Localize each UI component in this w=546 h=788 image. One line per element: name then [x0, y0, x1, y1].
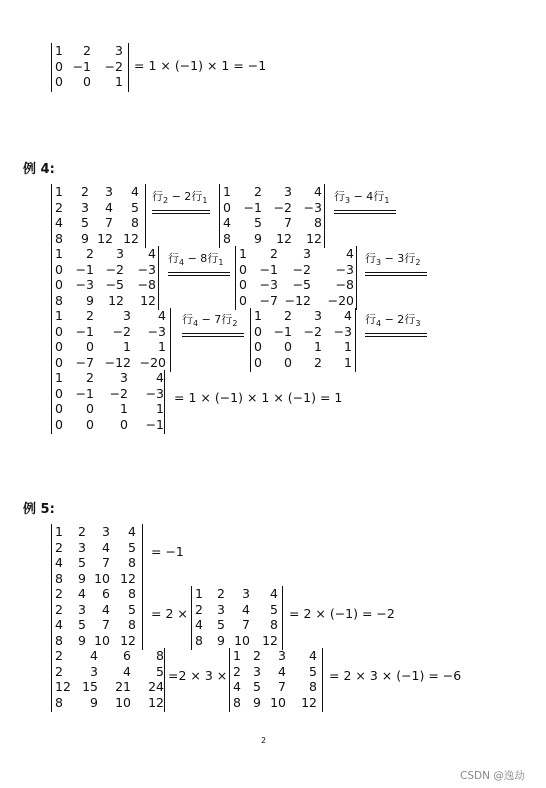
matrix-cell: 0	[55, 74, 63, 89]
matrix-cell: −3	[147, 323, 166, 339]
matrix-cell: 1	[55, 246, 63, 261]
determinant-left-bar	[51, 184, 52, 248]
matrix-cell: −1	[75, 323, 94, 339]
matrix-cell: −3	[137, 261, 156, 277]
matrix-cell: −5	[105, 277, 124, 292]
equation-result: = 1 × (−1) × 1 × (−1) = 1	[174, 390, 343, 405]
matrix-cell: 1	[223, 184, 231, 199]
matrix-cell: −2	[105, 261, 124, 277]
matrix-cell: 4	[346, 246, 354, 261]
determinant-left-bar	[191, 586, 192, 650]
matrix-cell: 8	[55, 230, 63, 246]
determinant	[235, 246, 358, 310]
matrix-cell: 10	[270, 694, 286, 710]
matrix-cell: 5	[81, 215, 89, 230]
matrix-cell: 4	[102, 601, 110, 617]
matrix-cell: 3	[120, 370, 128, 385]
equation-result: = −1	[151, 544, 184, 559]
matrix-cell: 8	[128, 586, 136, 601]
matrix-cell: 2	[81, 184, 89, 199]
matrix-cell: 5	[270, 601, 278, 617]
matrix-cell: 1	[55, 524, 63, 539]
matrix-cell: 3	[81, 199, 89, 215]
matrix-cell: 4	[309, 648, 317, 663]
matrix-cell: 8	[128, 617, 136, 632]
watermark: CSDN @逸劫	[460, 770, 525, 782]
matrix-cell: 0	[55, 323, 63, 339]
matrix-cell: 3	[314, 308, 322, 323]
matrix-cell: 5	[78, 555, 86, 570]
matrix-cell: 1	[55, 43, 63, 58]
matrix-cell: 0	[254, 323, 262, 339]
matrix-cell: −2	[109, 385, 128, 401]
matrix-cell: 3	[90, 663, 98, 679]
matrix-cell: 5	[128, 601, 136, 617]
matrix-cell: 7	[105, 215, 113, 230]
matrix-cell: 2	[55, 586, 63, 601]
determinant-right-bar	[355, 308, 356, 372]
matrix-cell: 9	[81, 230, 89, 246]
matrix-cell: 2	[270, 246, 278, 261]
matrix-cell: 0	[55, 401, 63, 416]
matrix-cell: 5	[254, 215, 262, 230]
matrix-cell: 2	[284, 308, 292, 323]
matrix-cell: 0	[83, 74, 91, 89]
matrix-cell: 7	[242, 617, 250, 632]
matrix-cell: 1	[55, 308, 63, 323]
matrix-cell: 2	[195, 601, 203, 617]
matrix-cell: 0	[55, 354, 63, 370]
matrix-cell: 5	[156, 663, 164, 679]
matrix-cell: −2	[104, 58, 123, 74]
determinant	[51, 524, 144, 588]
double-equals-line	[182, 333, 244, 337]
matrix-cell: 8	[156, 648, 164, 663]
matrix-cell: 3	[284, 184, 292, 199]
matrix-cell: 8	[223, 230, 231, 246]
matrix-cell: 12	[108, 292, 124, 308]
matrix-cell: 8	[55, 292, 63, 308]
matrix-cell: 1	[158, 339, 166, 354]
matrix-cell: 2	[78, 524, 86, 539]
matrix-cell: 0	[284, 354, 292, 370]
matrix-cell: −12	[104, 354, 131, 370]
matrix-cell: 4	[148, 246, 156, 261]
matrix-cell: 0	[223, 199, 231, 215]
matrix-cell: 7	[102, 555, 110, 570]
equation-result: = 2 × (−1) = −2	[289, 606, 395, 621]
determinant	[191, 586, 284, 650]
matrix-cell: 1	[254, 308, 262, 323]
matrix-cell: 9	[86, 292, 94, 308]
matrix-cell: −20	[139, 354, 166, 370]
row-operation-label: 行$_3$ − 3行$_2$	[365, 252, 421, 267]
matrix-cell: 4	[156, 370, 164, 385]
matrix-cell: 2	[86, 370, 94, 385]
matrix-cell: 4	[158, 308, 166, 323]
matrix-cell: 15	[82, 679, 98, 694]
matrix-cell: 0	[86, 339, 94, 354]
matrix-cell: 7	[102, 617, 110, 632]
determinant-left-bar	[219, 184, 220, 248]
matrix-cell: 8	[314, 215, 322, 230]
matrix-cell: 9	[90, 694, 98, 710]
matrix-cell: 21	[115, 679, 131, 694]
matrix-cell: 1	[344, 354, 352, 370]
matrix-cell: 2	[55, 199, 63, 215]
matrix-cell: 8	[131, 215, 139, 230]
matrix-cell: 12	[120, 632, 136, 648]
determinant	[51, 184, 147, 248]
matrix-cell: 4	[270, 586, 278, 601]
matrix-cell: 1	[120, 401, 128, 416]
matrix-cell: 0	[254, 339, 262, 354]
matrix-cell: −1	[75, 261, 94, 277]
row-operation-label: 行$_4$ − 8行$_1$	[168, 252, 224, 267]
matrix-cell: 0	[239, 277, 247, 292]
matrix-cell: 5	[131, 199, 139, 215]
matrix-cell: 8	[55, 570, 63, 586]
matrix-cell: 8	[55, 632, 63, 648]
matrix-cell: 12	[306, 230, 322, 246]
matrix-cell: 5	[253, 679, 261, 694]
matrix-cell: 3	[253, 663, 261, 679]
double-equals-line	[365, 272, 427, 276]
matrix-cell: 0	[55, 58, 63, 74]
determinant-left-bar	[51, 524, 52, 588]
determinant	[51, 370, 166, 434]
matrix-cell: 2	[55, 648, 63, 663]
matrix-cell: −1	[72, 58, 91, 74]
matrix-cell: −3	[145, 385, 164, 401]
matrix-cell: 3	[115, 43, 123, 58]
matrix-cell: 1	[55, 184, 63, 199]
matrix-cell: 3	[242, 586, 250, 601]
matrix-cell: 4	[102, 539, 110, 555]
matrix-cell: 0	[284, 339, 292, 354]
matrix-cell: 8	[270, 617, 278, 632]
matrix-cell: 0	[55, 416, 63, 432]
matrix-cell: 24	[148, 679, 164, 694]
example-label: 例 4:	[23, 162, 55, 177]
determinant	[250, 308, 357, 372]
matrix-cell: −1	[145, 416, 164, 432]
matrix-cell: 12	[148, 694, 164, 710]
matrix-cell: 2	[233, 663, 241, 679]
matrix-cell: −7	[75, 354, 94, 370]
matrix-cell: 5	[78, 617, 86, 632]
matrix-cell: 0	[55, 277, 63, 292]
matrix-cell: 3	[123, 308, 131, 323]
matrix-cell: 12	[55, 679, 71, 694]
row-operation-label: 行$_4$ − 2行$_3$	[365, 313, 421, 328]
matrix-cell: −8	[137, 277, 156, 292]
double-equals-line	[334, 210, 396, 214]
row-operation-label: 行$_2$ − 2行$_1$	[152, 190, 208, 205]
matrix-cell: 2	[86, 308, 94, 323]
matrix-cell: 2	[86, 246, 94, 261]
matrix-cell: 0	[239, 261, 247, 277]
determinant-right-bar	[164, 370, 165, 434]
determinant-right-bar	[324, 184, 325, 248]
matrix-cell: 0	[86, 416, 94, 432]
matrix-cell: 4	[55, 215, 63, 230]
matrix-cell: 3	[102, 524, 110, 539]
matrix-cell: 0	[55, 385, 63, 401]
matrix-cell: 12	[262, 632, 278, 648]
determinant-left-bar	[51, 246, 52, 310]
matrix-cell: 3	[78, 539, 86, 555]
matrix-cell: −2	[303, 323, 322, 339]
determinant-right-bar	[322, 648, 323, 712]
determinant-left-bar	[51, 648, 52, 712]
matrix-cell: 0	[120, 416, 128, 432]
matrix-cell: 6	[102, 586, 110, 601]
matrix-cell: 12	[120, 570, 136, 586]
example-label: 例 5:	[23, 502, 55, 517]
determinant-right-bar	[142, 586, 143, 650]
matrix-cell: 9	[253, 694, 261, 710]
determinant-left-bar	[51, 586, 52, 650]
matrix-cell: 8	[55, 694, 63, 710]
matrix-cell: 12	[276, 230, 292, 246]
matrix-cell: 6	[123, 648, 131, 663]
matrix-cell: 4	[128, 524, 136, 539]
matrix-cell: 4	[242, 601, 250, 617]
matrix-cell: 12	[97, 230, 113, 246]
matrix-cell: 7	[284, 215, 292, 230]
determinant	[51, 648, 166, 712]
matrix-cell: 1	[233, 648, 241, 663]
double-equals-line	[152, 210, 210, 214]
matrix-cell: 10	[115, 694, 131, 710]
matrix-cell: 10	[94, 570, 110, 586]
determinant-right-bar	[282, 586, 283, 650]
equation-result: = 1 × (−1) × 1 = −1	[134, 58, 267, 73]
matrix-cell: −5	[292, 277, 311, 292]
determinant	[51, 308, 172, 372]
matrix-cell: 2	[314, 354, 322, 370]
determinant-left-bar	[51, 370, 52, 434]
matrix-cell: 9	[217, 632, 225, 648]
matrix-cell: 3	[116, 246, 124, 261]
determinant-right-bar	[170, 308, 171, 372]
matrix-cell: 4	[344, 308, 352, 323]
matrix-cell: 1	[239, 246, 247, 261]
matrix-cell: 0	[55, 261, 63, 277]
matrix-cell: −1	[75, 385, 94, 401]
matrix-cell: 2	[55, 663, 63, 679]
determinant	[51, 43, 130, 92]
determinant-left-bar	[51, 308, 52, 372]
row-operation	[168, 253, 230, 276]
matrix-cell: 2	[83, 43, 91, 58]
equation-result: = 2 × 3 × (−1) = −6	[329, 668, 462, 683]
matrix-cell: −2	[292, 261, 311, 277]
matrix-cell: −1	[259, 261, 278, 277]
matrix-cell: 9	[78, 632, 86, 648]
matrix-cell: 4	[105, 199, 113, 215]
row-operation	[334, 191, 396, 214]
matrix-cell: 2	[55, 539, 63, 555]
row-operation	[365, 253, 427, 276]
matrix-cell: −3	[75, 277, 94, 292]
matrix-cell: 2	[217, 586, 225, 601]
matrix-cell: 1	[55, 370, 63, 385]
determinant	[51, 246, 160, 310]
matrix-cell: 0	[239, 292, 247, 308]
equation-text: =2 × 3 ×	[168, 668, 228, 683]
determinant-right-bar	[145, 184, 146, 248]
determinant-left-bar	[51, 43, 52, 92]
matrix-cell: 4	[223, 215, 231, 230]
matrix-cell: 0	[55, 339, 63, 354]
determinant-right-bar	[164, 648, 165, 712]
row-operation	[365, 314, 427, 337]
matrix-cell: 1	[195, 586, 203, 601]
matrix-cell: 0	[86, 401, 94, 416]
matrix-cell: −20	[327, 292, 354, 308]
matrix-cell: −3	[335, 261, 354, 277]
determinant-left-bar	[250, 308, 251, 372]
row-operation-label: 行$_4$ − 7行$_2$	[182, 313, 238, 328]
determinant	[229, 648, 324, 712]
matrix-cell: −8	[335, 277, 354, 292]
matrix-cell: 5	[217, 617, 225, 632]
matrix-cell: 1	[156, 401, 164, 416]
matrix-cell: 8	[233, 694, 241, 710]
matrix-cell: −7	[259, 292, 278, 308]
determinant-right-bar	[158, 246, 159, 310]
matrix-cell: 4	[123, 663, 131, 679]
matrix-cell: 4	[195, 617, 203, 632]
determinant	[51, 586, 144, 650]
page-number: 2	[261, 736, 267, 745]
matrix-cell: 5	[128, 539, 136, 555]
matrix-cell: −1	[273, 323, 292, 339]
matrix-cell: −3	[333, 323, 352, 339]
matrix-cell: 8	[309, 679, 317, 694]
matrix-cell: 1	[344, 339, 352, 354]
matrix-cell: 4	[131, 184, 139, 199]
matrix-cell: 4	[55, 617, 63, 632]
matrix-cell: 4	[55, 555, 63, 570]
matrix-cell: 4	[278, 663, 286, 679]
matrix-cell: 4	[78, 586, 86, 601]
matrix-cell: −3	[303, 199, 322, 215]
row-operation-label: 行$_3$ − 4行$_1$	[334, 190, 390, 205]
row-operation	[182, 314, 244, 337]
matrix-cell: 1	[314, 339, 322, 354]
double-equals-line	[168, 272, 230, 276]
matrix-cell: 2	[253, 648, 261, 663]
matrix-cell: 12	[301, 694, 317, 710]
matrix-cell: −1	[243, 199, 262, 215]
matrix-cell: 10	[94, 632, 110, 648]
matrix-cell: 1	[115, 74, 123, 89]
matrix-cell: 9	[254, 230, 262, 246]
determinant-right-bar	[142, 524, 143, 588]
determinant-left-bar	[229, 648, 230, 712]
matrix-cell: 12	[123, 230, 139, 246]
matrix-cell: −3	[259, 277, 278, 292]
determinant	[219, 184, 326, 248]
double-equals-line	[365, 333, 427, 337]
row-operation	[152, 191, 210, 214]
matrix-cell: 1	[123, 339, 131, 354]
matrix-cell: 4	[90, 648, 98, 663]
matrix-cell: 12	[140, 292, 156, 308]
matrix-cell: 8	[128, 555, 136, 570]
determinant-right-bar	[356, 246, 357, 310]
matrix-cell: 8	[195, 632, 203, 648]
matrix-cell: −2	[112, 323, 131, 339]
matrix-cell: −12	[284, 292, 311, 308]
matrix-cell: 2	[55, 601, 63, 617]
matrix-cell: 10	[234, 632, 250, 648]
matrix-cell: 3	[217, 601, 225, 617]
determinant-right-bar	[128, 43, 129, 92]
matrix-cell: 4	[233, 679, 241, 694]
matrix-cell: 2	[254, 184, 262, 199]
matrix-cell: 4	[314, 184, 322, 199]
equation-text: = 2 ×	[151, 606, 188, 621]
matrix-cell: 3	[105, 184, 113, 199]
matrix-cell: 7	[278, 679, 286, 694]
matrix-cell: 0	[254, 354, 262, 370]
matrix-cell: 9	[78, 570, 86, 586]
determinant-left-bar	[235, 246, 236, 310]
matrix-cell: 3	[303, 246, 311, 261]
matrix-cell: 3	[78, 601, 86, 617]
matrix-cell: 3	[278, 648, 286, 663]
matrix-cell: 5	[309, 663, 317, 679]
matrix-cell: −2	[273, 199, 292, 215]
